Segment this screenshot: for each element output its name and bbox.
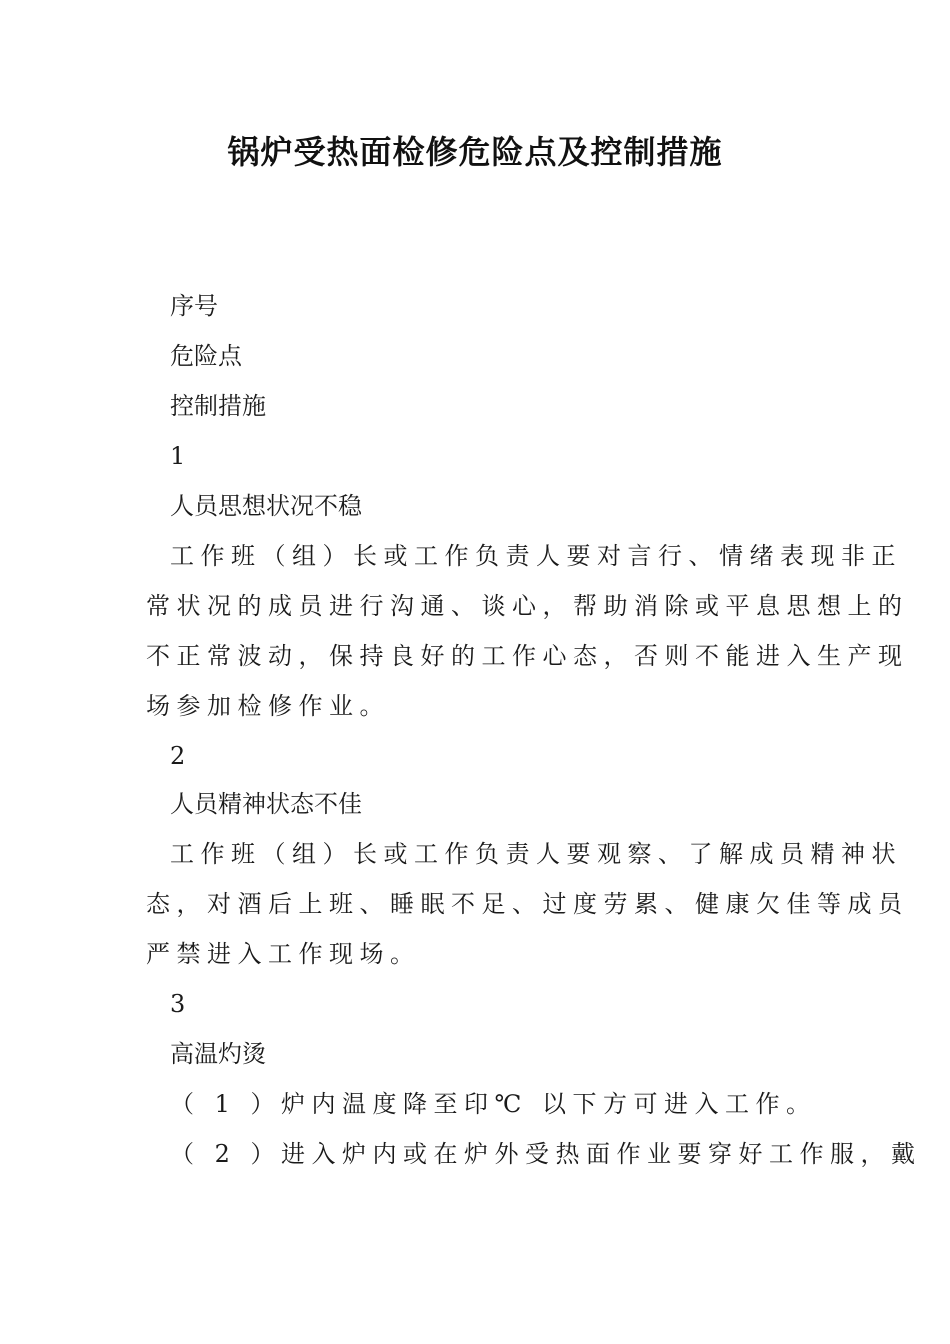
item-2-hazard: 人员精神状态不佳 bbox=[170, 790, 362, 818]
header-serial-number: 序号 bbox=[170, 292, 218, 320]
document-title: 锅炉受热面检修危险点及控制措施 bbox=[227, 133, 723, 171]
item-2-measure-line-1: 工作班（组）长或工作负责人要观察、了解成员精神状 bbox=[170, 840, 902, 868]
header-control-measures: 控制措施 bbox=[170, 392, 266, 420]
item-1-hazard: 人员思想状况不稳 bbox=[170, 492, 362, 520]
item-3-measure-line-2: （ 2 ）进入炉内或在炉外受热面作业要穿好工作服，戴 bbox=[170, 1140, 922, 1168]
item-1-measure-line-1: 工作班（组）长或工作负责人要对言行、情绪表现非正 bbox=[170, 542, 902, 570]
item-1-measure-line-4: 场参加检修作业。 bbox=[146, 692, 390, 720]
item-1-measure-line-2: 常状况的成员进行沟通、谈心，帮助消除或平息思想上的 bbox=[146, 592, 909, 620]
item-number-1: 1 bbox=[170, 442, 186, 470]
item-2-measure-line-3: 严禁进入工作现场。 bbox=[146, 940, 421, 968]
item-number-2: 2 bbox=[170, 742, 186, 770]
item-3-measure-line-1: （ 1 ）炉内温度降至印℃ 以下方可进入工作。 bbox=[170, 1090, 817, 1118]
item-2-measure-line-2: 态，对酒后上班、睡眠不足、过度劳累、健康欠佳等成员 bbox=[146, 890, 909, 918]
item-3-hazard: 高温灼烫 bbox=[170, 1040, 266, 1068]
header-hazard: 危险点 bbox=[170, 342, 242, 370]
item-number-3: 3 bbox=[170, 990, 186, 1018]
item-1-measure-line-3: 不正常波动，保持良好的工作心态，否则不能进入生产现 bbox=[146, 642, 909, 670]
